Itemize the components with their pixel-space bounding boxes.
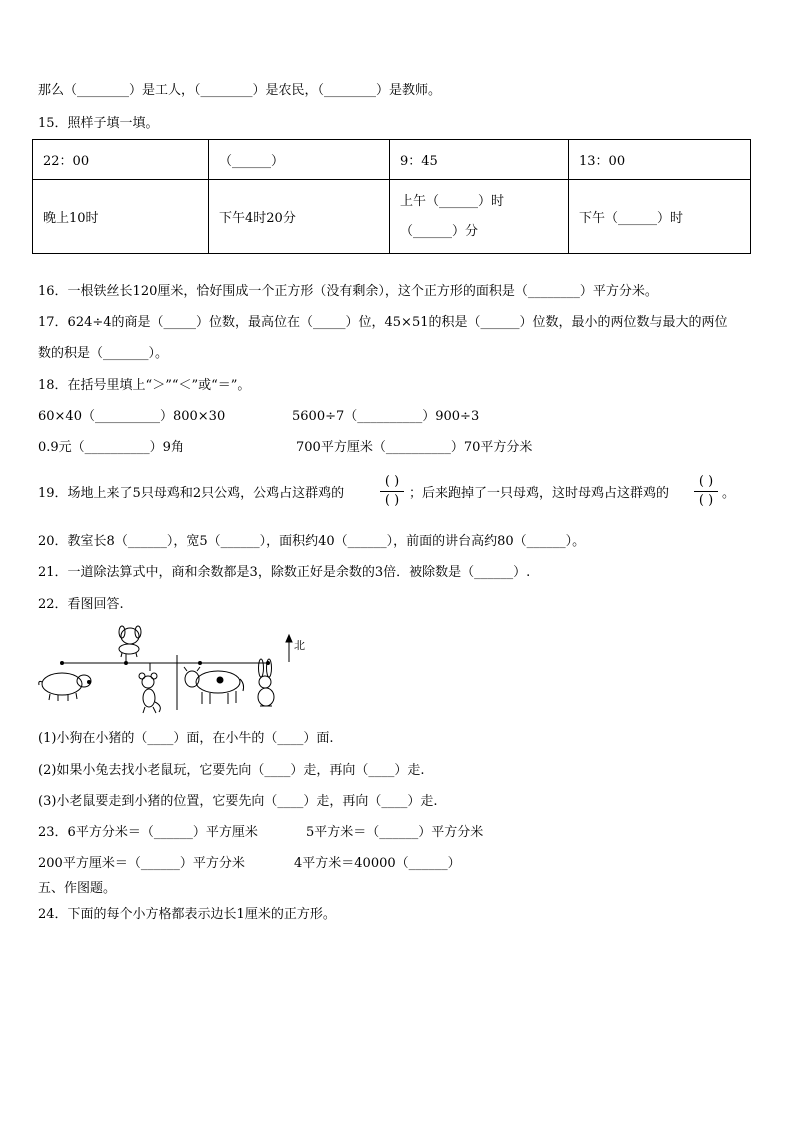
q22-animal-map xyxy=(32,624,322,719)
q15-title: 15．照样子填一填。 xyxy=(38,116,159,131)
q19-text-3: 。 xyxy=(722,486,736,501)
q23-item: 5平方米＝（______）平方分米 xyxy=(306,825,484,840)
q20-text: 20．教室长8（______），宽5（______），面积约40（______），前面的讲台高约80（______）。 xyxy=(38,534,586,549)
q19-fraction-1[interactable] xyxy=(378,474,406,509)
q15-row-1 xyxy=(33,140,751,180)
fraction-denominator: ( ) xyxy=(698,493,714,508)
dog-icon xyxy=(119,626,141,657)
q14-continuation: 那么（________）是工人，（________）是农民，（________）是教师。 xyxy=(38,83,442,98)
q15-cell: 晚上10时 xyxy=(33,180,209,254)
q15-cell-blank[interactable]: 下午（______）时 xyxy=(569,180,751,254)
north-label: 北 xyxy=(294,639,305,652)
fraction-bar xyxy=(694,491,718,492)
q23-item: 23．6平方分米＝（______）平方厘米 xyxy=(38,825,258,840)
q15-minute-blank[interactable]: （______）分 xyxy=(400,223,479,239)
pig-icon xyxy=(39,673,91,701)
fraction-numerator: ( ) xyxy=(384,474,400,489)
q18-title: 18．在括号里填上“＞”“＜”或“＝”。 xyxy=(38,378,251,393)
cow-icon xyxy=(184,667,244,704)
map-dot xyxy=(198,661,202,665)
map-dot xyxy=(124,661,128,665)
q18-item: 0.9元（__________）9角 xyxy=(38,440,184,455)
q19-fraction-2[interactable] xyxy=(692,474,720,509)
q16-text: 16．一根铁丝长120厘米，恰好围成一个正方形（没有剩余），这个正方形的面积是（________）平方分米。 xyxy=(38,284,658,299)
q23-item: 4平方米＝40000（______） xyxy=(294,856,461,871)
q15-row-2 xyxy=(33,180,751,254)
q19-text-1: 19．场地上来了5只母鸡和2只公鸡，公鸡占这群鸡的 xyxy=(38,486,345,501)
q22-sub-2: (2)如果小兔去找小老鼠玩，它要先向（____）走，再向（____）走. xyxy=(38,763,425,778)
q17-text-b: 数的积是（_______）。 xyxy=(38,346,169,361)
section-5-title: 五、作图题。 xyxy=(38,881,117,896)
q18-item: 60×40（__________）800×30 xyxy=(38,409,226,424)
q21-text: 21．一道除法算式中，商和余数都是3，除数正好是余数的3倍．被除数是（______）. xyxy=(38,565,531,580)
q17-text-a: 17．624÷4的商是（_____）位数，最高位在（_____）位，45×51的积是（______）位数，最小的两位数与最大的两位 xyxy=(38,315,728,330)
north-arrow-icon xyxy=(286,635,292,662)
q15-cell: 13：00 xyxy=(569,140,751,180)
fraction-numerator: ( ) xyxy=(698,474,714,489)
q15-hour-blank[interactable]: 上午（______）时 xyxy=(400,193,505,209)
q19-text-2: ；后来跑掉了一只母鸡，这时母鸡占这群鸡的 xyxy=(409,486,670,501)
q15-cell: 下午4时20分 xyxy=(209,180,390,254)
mouse-icon xyxy=(139,673,160,713)
q18-item: 700平方厘米（__________）70平方分米 xyxy=(296,440,533,455)
q22-title: 22．看图回答. xyxy=(38,597,124,612)
rabbit-icon xyxy=(258,659,274,706)
q15-cell: 9：45 xyxy=(390,140,569,180)
q24-text: 24．下面的每个小方格都表示边长1厘米的正方形。 xyxy=(38,907,336,922)
fraction-bar xyxy=(380,491,404,492)
q18-item: 5600÷7（__________）900÷3 xyxy=(292,409,480,424)
q23-item: 200平方厘米＝（______）平方分米 xyxy=(38,856,245,871)
q22-sub-1: (1)小狗在小猪的（____）面，在小牛的（____）面. xyxy=(38,731,334,746)
fraction-denominator: ( ) xyxy=(384,493,400,508)
q15-table xyxy=(32,139,751,254)
q15-cell: 22：00 xyxy=(33,140,209,180)
q15-cell-blanks[interactable] xyxy=(390,180,569,254)
map-dot xyxy=(60,661,64,665)
q15-cell-blank[interactable]: （______） xyxy=(209,140,390,180)
q22-sub-3: (3)小老鼠要走到小猪的位置，它要先向（____）走，再向（____）走. xyxy=(38,794,438,809)
